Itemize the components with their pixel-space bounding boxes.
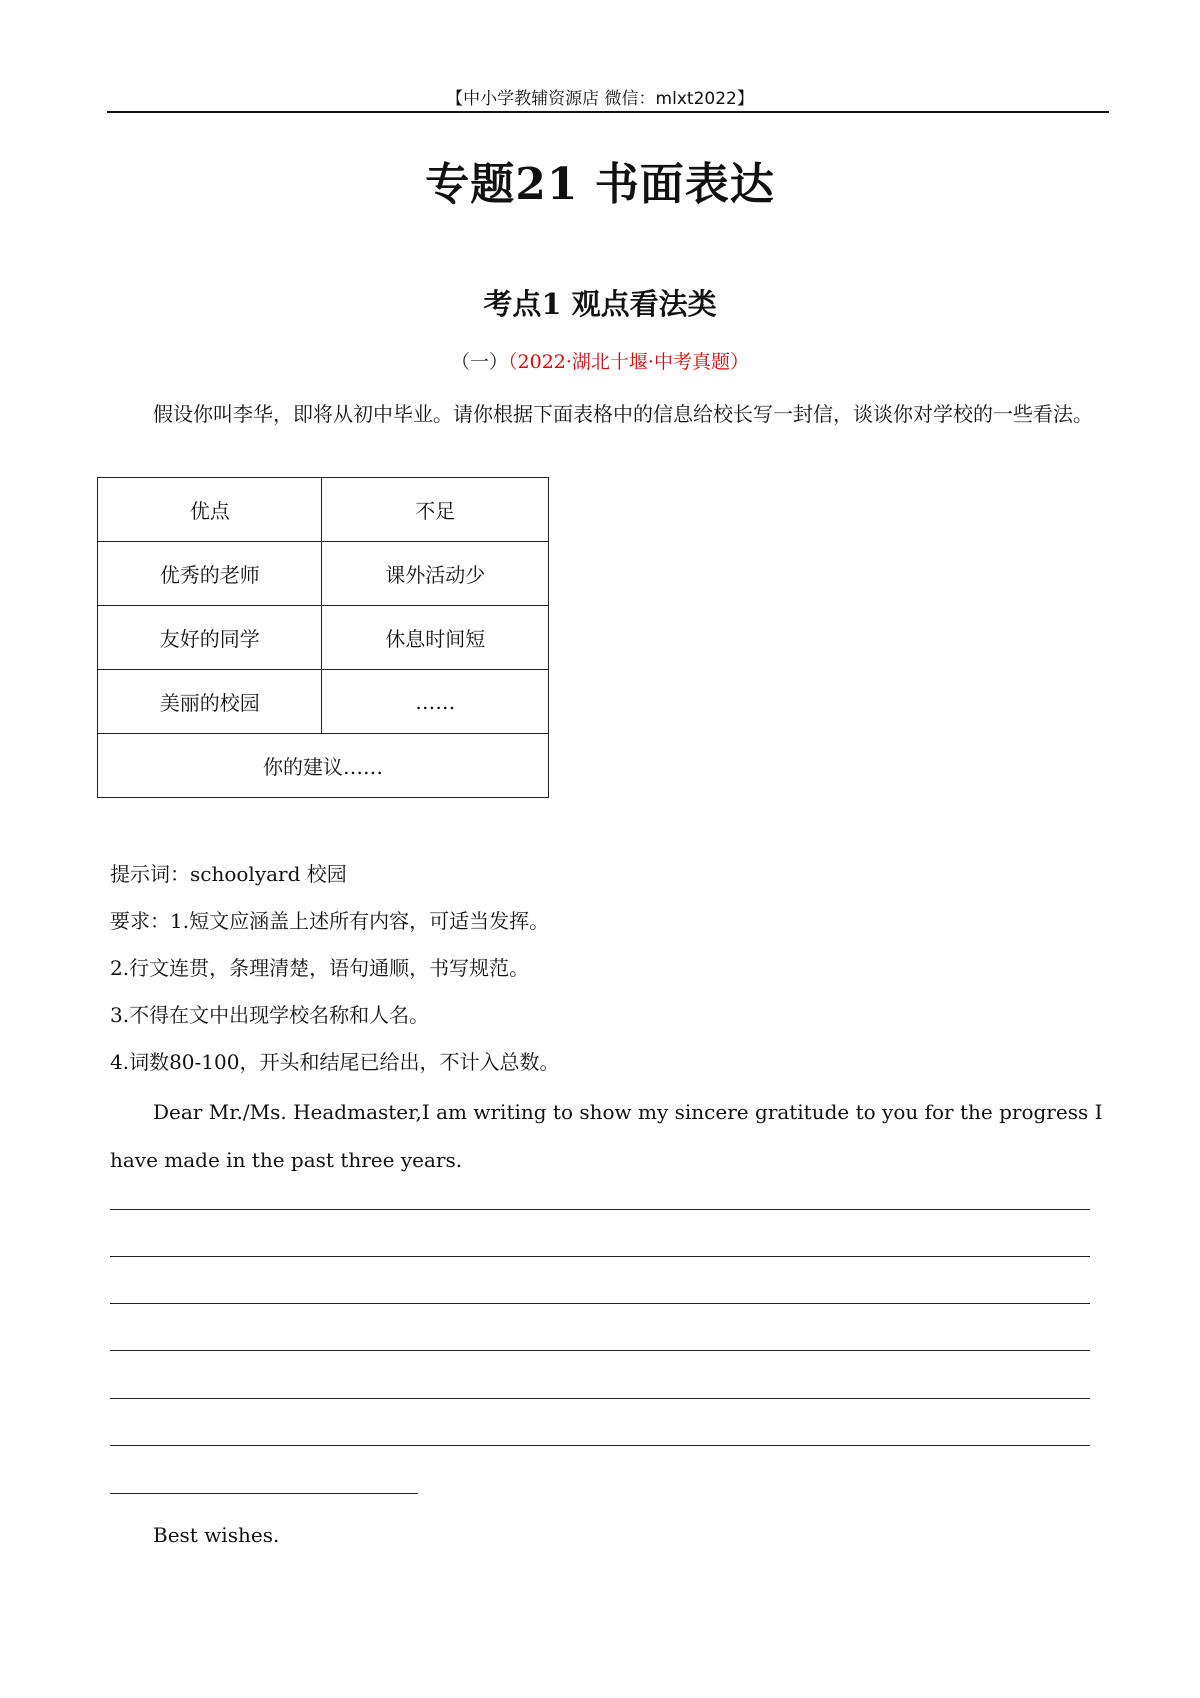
table-row	[98, 606, 549, 670]
header-strengths: 优点	[98, 478, 322, 542]
table-header-row	[98, 478, 549, 542]
info-table	[97, 477, 549, 798]
table-cell: 友好的同学	[98, 606, 322, 670]
table-cell: 休息时间短	[322, 606, 549, 670]
answer-line[interactable]	[110, 1350, 1090, 1351]
answer-line[interactable]	[110, 1493, 418, 1494]
answer-line[interactable]	[110, 1256, 1090, 1257]
table-cell: 美丽的校园	[98, 670, 322, 734]
header-note: 【中小学教辅资源店 微信：mlxt2022】	[446, 89, 754, 109]
writing-prompt: 假设你叫李华，即将从初中毕业。请你根据下面表格中的信息给校长写一封信，谈谈你对学校的一些看法。	[153, 402, 1093, 426]
section-title: 考点1 观点看法类	[483, 287, 717, 321]
page-title: 专题21 书面表达	[425, 159, 775, 210]
answer-line[interactable]	[110, 1209, 1090, 1210]
answer-line[interactable]	[110, 1398, 1090, 1399]
suggestion-cell: 你的建议……	[98, 734, 549, 798]
table-cell: ……	[322, 670, 549, 734]
table-footer-row	[98, 734, 549, 798]
answer-line[interactable]	[110, 1303, 1090, 1304]
letter-opening: Dear Mr./Ms. Headmaster,I am writing to show my sincere gratitude to you for the progress I have made in the past three years.	[110, 1100, 1103, 1172]
question-number: （一）	[451, 351, 509, 373]
requirement-item: 2.行文连贯，条理清楚，语句通顺，书写规范。	[110, 956, 530, 980]
header-divider	[107, 111, 1109, 113]
hint-words: 提示词：schoolyard 校园	[110, 862, 347, 886]
table-cell: 优秀的老师	[98, 542, 322, 606]
table-cell: 课外活动少	[322, 542, 549, 606]
requirement-item: 要求：1.短文应涵盖上述所有内容，可适当发挥。	[110, 909, 550, 933]
answer-line[interactable]	[110, 1445, 1090, 1446]
requirement-item: 3.不得在文中出现学校名称和人名。	[110, 1003, 430, 1027]
table-row	[98, 542, 549, 606]
table-row	[98, 670, 549, 734]
source-citation: （2022·湖北十堰·中考真题）	[508, 351, 749, 373]
letter-closing: Best wishes.	[153, 1523, 280, 1547]
header-weaknesses: 不足	[322, 478, 549, 542]
question-source	[0, 347, 1200, 374]
requirement-item: 4.词数80-100，开头和结尾已给出，不计入总数。	[110, 1050, 560, 1074]
